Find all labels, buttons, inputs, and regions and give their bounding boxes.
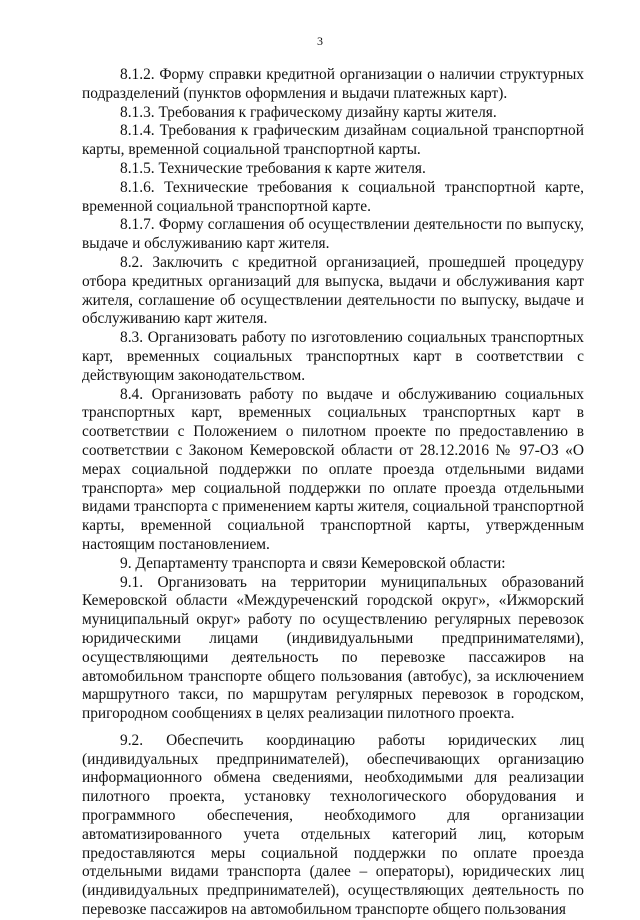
paragraph-9-2: 9.2. Обеспечить координацию работы юридических лиц (индивидуальных предпринимателей), обеспечивающих организацию информационного обмена сведениями, необходимыми для реализации пилотного проекта, установку технологического оборудования и программного обеспечения, необходимого для организации автоматизированного учета отдельных категорий лиц, которым предоставляются меры социальной поддержки по оплате проезда отдельными видами транспорта (далее – операторы), юридических лиц (индивидуальных предпринимателей), осуществляющих деятельность по перевозке пассажиров на автомобильном транспорте общего пользования bbox=[82, 731, 584, 919]
paragraph-8-1-3: 8.1.3. Требования к графическому дизайну карты жителя. bbox=[120, 103, 497, 121]
paragraph-8-1-2: 8.1.2. Форму справки кредитной организации о наличии структурных подразделений (пунктов оформления и выдачи платежных карт). bbox=[82, 66, 584, 102]
paragraph-8-1-5: 8.1.5. Технические требования к карте жителя. bbox=[120, 159, 426, 177]
paragraph-8-4: 8.4. Организовать работу по выдаче и обслуживанию социальных транспортных карт, временных социальных транспортных карт в соответствии с Положением о пилотном проекте по предоставлению в соответствии с Законом Кемеровской области от 28.12.2016 № 97-ОЗ «О мерах социальной поддержки по оплате проезда отдельными видами транспорта» мер социальной поддержки по оплате проезда отдельными видами транспорта с применением карты жителя, социальной транспортной карты, временной социальной транспортной карты, утвержденным настоящим постановлением. bbox=[82, 385, 584, 553]
paragraph-8-1-4: 8.1.4. Требования к графическим дизайнам социальной транспортной карты, временной социальной транспортной карты. bbox=[82, 122, 584, 159]
paragraph-8-3: 8.3. Организовать работу по изготовлению социальных транспортных карт, временных социальных транспортных карт в соответствии с действующим законодательством. bbox=[82, 329, 584, 384]
paragraph-8-2: 8.2. Заключить с кредитной организацией, прошедшей процедуру отбора кредитных организаций для выпуска, выдачи и обслуживания карт жителя, соглашение об осуществлении деятельности по выпуску, выдаче и обслуживанию карт жителя. bbox=[82, 253, 584, 328]
paragraph-9-1: 9.1. Организовать на территории муниципальных образований Кемеровской области «Междуреченский городской округ», «Ижморский муниципальный округ» работу по осуществлению регулярных перевозок юридическими лицами (индивидуальными предпринимателями), осуществляющими деятельность по перевозке пассажиров на автомобильном транспорте общего пользования (автобус), за исключением маршрутного такси, по маршрутам регулярных перевозок в городском, пригородном сообщениях в целях реализации пилотного проекта. bbox=[82, 573, 584, 723]
paragraph-8-1-7: 8.1.7. Форму соглашения об осуществлении деятельности по выпуску, выдаче и обслуживанию карт жителя. bbox=[82, 216, 584, 253]
document-body bbox=[82, 66, 584, 920]
paragraph-9: 9. Департаменту транспорта и связи Кемеровской области: bbox=[120, 554, 506, 572]
page-number: 3 bbox=[317, 34, 323, 48]
paragraph-8-1-6: 8.1.6. Технические требования к социальной транспортной карте, временной социальной транспортной карте. bbox=[82, 178, 584, 215]
